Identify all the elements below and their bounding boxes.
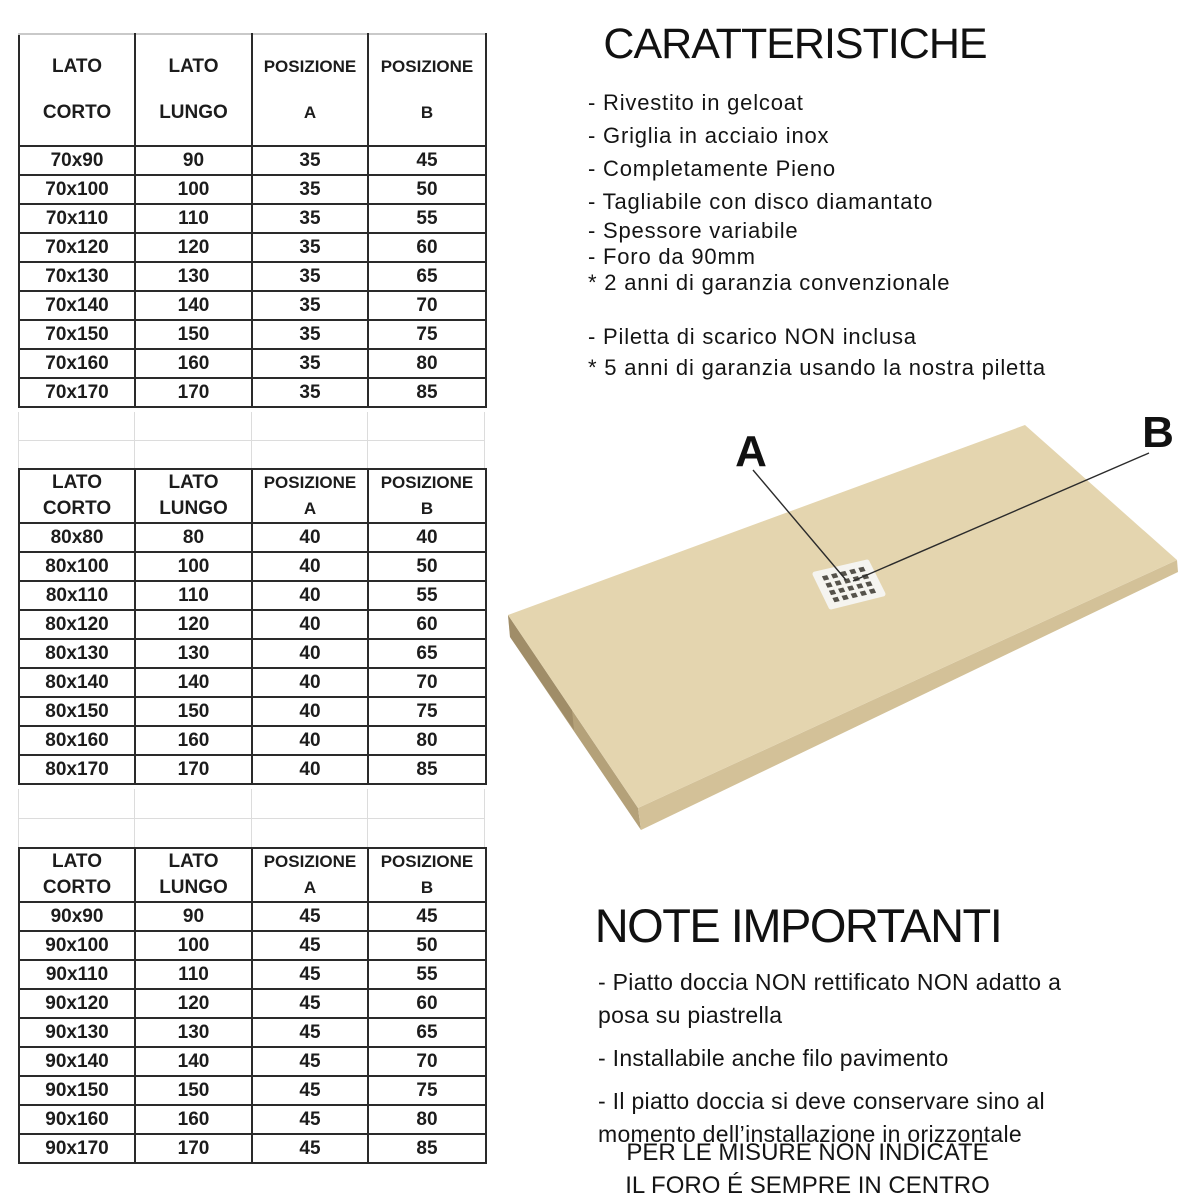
table-cell: 110 — [135, 204, 252, 233]
table-cell: 35 — [252, 204, 368, 233]
table-cell: 45 — [252, 1047, 368, 1076]
table-cell: 80 — [368, 1105, 486, 1134]
table-row — [19, 146, 486, 175]
table-row — [19, 697, 486, 726]
table-row — [19, 1047, 486, 1076]
column-header: POSIZIONE B — [368, 469, 486, 523]
table-cell: 80x170 — [19, 755, 135, 784]
table-cell: 130 — [135, 1018, 252, 1047]
table-cell: 75 — [368, 320, 486, 349]
table-cell: 70 — [368, 291, 486, 320]
faint-gridline — [18, 440, 485, 441]
table-cell: 70 — [368, 668, 486, 697]
table-cell: 80x80 — [19, 523, 135, 552]
table-row — [19, 960, 486, 989]
table-cell: 80x100 — [19, 552, 135, 581]
table-cell: 90x120 — [19, 989, 135, 1018]
column-header: POSIZIONE A — [252, 469, 368, 523]
size-table-90 — [18, 847, 487, 1164]
table-cell: 70x170 — [19, 378, 135, 407]
table-cell: 160 — [135, 1105, 252, 1134]
table-cell: 80x110 — [19, 581, 135, 610]
table-row — [19, 755, 486, 784]
table-row — [19, 610, 486, 639]
shower-tray-diagram — [480, 380, 1200, 860]
table-cell: 45 — [252, 1105, 368, 1134]
table-cell: 40 — [252, 552, 368, 581]
table-row — [19, 552, 486, 581]
table-cell: 90x130 — [19, 1018, 135, 1047]
table-row — [19, 581, 486, 610]
table-cell: 35 — [252, 175, 368, 204]
table-row — [19, 931, 486, 960]
table-cell: 140 — [135, 668, 252, 697]
column-header: POSIZIONE B — [368, 848, 486, 902]
table-cell: 45 — [252, 931, 368, 960]
table-cell: 90x100 — [19, 931, 135, 960]
table-cell: 80 — [368, 726, 486, 755]
table-cell: 90x170 — [19, 1134, 135, 1163]
table-cell: 35 — [252, 320, 368, 349]
table-cell: 35 — [252, 146, 368, 175]
table-cell: 170 — [135, 378, 252, 407]
table-cell: 55 — [368, 204, 486, 233]
table-cell: 50 — [368, 931, 486, 960]
table-row — [19, 726, 486, 755]
table-cell: 60 — [368, 233, 486, 262]
table-cell: 70x150 — [19, 320, 135, 349]
table-cell: 90 — [135, 902, 252, 931]
table-cell: 80x150 — [19, 697, 135, 726]
table-cell: 65 — [368, 639, 486, 668]
table-cell: 120 — [135, 989, 252, 1018]
table-cell: 160 — [135, 349, 252, 378]
table-cell: 170 — [135, 755, 252, 784]
table-row — [19, 1076, 486, 1105]
table-cell: 160 — [135, 726, 252, 755]
table-row — [19, 523, 486, 552]
table-cell: 120 — [135, 233, 252, 262]
table-row — [19, 989, 486, 1018]
table-cell: 45 — [252, 989, 368, 1018]
table-cell: 90 — [135, 146, 252, 175]
table-cell: 40 — [252, 726, 368, 755]
table-cell: 40 — [252, 523, 368, 552]
note-item: - Piatto doccia NON rettificato NON adatto a posa su piastrella — [598, 969, 1062, 1028]
table-cell: 45 — [368, 902, 486, 931]
table-cell: 90x90 — [19, 902, 135, 931]
caratteristiche-item: * 2 anni di garanzia convenzionale — [588, 270, 951, 295]
table-cell: 170 — [135, 1134, 252, 1163]
table-cell: 35 — [252, 233, 368, 262]
table-cell: 45 — [252, 1134, 368, 1163]
table-cell: 75 — [368, 1076, 486, 1105]
table-cell: 45 — [252, 1018, 368, 1047]
caratteristiche-item: - Completamente Pieno — [588, 156, 836, 181]
note-importanti-list — [598, 966, 1176, 1161]
table-cell: 130 — [135, 639, 252, 668]
table-cell: 55 — [368, 581, 486, 610]
table-header-row — [19, 34, 486, 146]
table-cell: 70x100 — [19, 175, 135, 204]
table-cell: 80 — [135, 523, 252, 552]
table-cell: 50 — [368, 552, 486, 581]
table-row — [19, 262, 486, 291]
caratteristiche-list — [588, 86, 1188, 383]
table-cell: 70x90 — [19, 146, 135, 175]
table-cell: 110 — [135, 960, 252, 989]
table-cell: 90x160 — [19, 1105, 135, 1134]
table-row — [19, 668, 486, 697]
table-cell: 70x140 — [19, 291, 135, 320]
table-cell: 45 — [252, 902, 368, 931]
table-cell: 35 — [252, 349, 368, 378]
table-cell: 75 — [368, 697, 486, 726]
caratteristiche-item: - Rivestito in gelcoat — [588, 90, 804, 115]
table-cell: 35 — [252, 291, 368, 320]
table-row — [19, 1134, 486, 1163]
table-cell: 140 — [135, 1047, 252, 1076]
table-row — [19, 639, 486, 668]
column-header: LATO LUNGO — [135, 469, 252, 523]
table-row — [19, 233, 486, 262]
table-row — [19, 204, 486, 233]
table-row — [19, 378, 486, 407]
table-cell: 150 — [135, 320, 252, 349]
table-cell: 40 — [252, 697, 368, 726]
table-row — [19, 320, 486, 349]
table-cell: 70x120 — [19, 233, 135, 262]
size-table-80 — [18, 468, 487, 785]
table-cell: 35 — [252, 378, 368, 407]
caratteristiche-item: - Tagliabile con disco diamantato — [588, 189, 934, 214]
table-cell: 40 — [252, 610, 368, 639]
size-table-70 — [18, 33, 487, 408]
table-cell: 100 — [135, 931, 252, 960]
faint-gridline — [18, 818, 485, 819]
table-cell: 80 — [368, 349, 486, 378]
table-cell: 45 — [252, 1076, 368, 1105]
label-b: B — [1142, 408, 1174, 457]
table-cell: 70x160 — [19, 349, 135, 378]
caratteristiche-item: - Foro da 90mm — [588, 244, 756, 269]
table-cell: 40 — [252, 755, 368, 784]
caratteristiche-item: * 5 anni di garanzia usando la nostra piletta — [588, 355, 1046, 380]
column-header: POSIZIONE B — [368, 34, 486, 146]
table-cell: 70x130 — [19, 262, 135, 291]
table-row — [19, 1105, 486, 1134]
table-cell: 130 — [135, 262, 252, 291]
table-cell: 100 — [135, 175, 252, 204]
table-cell: 85 — [368, 1134, 486, 1163]
table-cell: 90x140 — [19, 1047, 135, 1076]
column-header: LATO CORTO — [19, 848, 135, 902]
table-cell: 40 — [252, 639, 368, 668]
table-row — [19, 902, 486, 931]
column-header: LATO LUNGO — [135, 848, 252, 902]
table-cell: 70 — [368, 1047, 486, 1076]
table-cell: 70x110 — [19, 204, 135, 233]
table-cell: 140 — [135, 291, 252, 320]
column-header: POSIZIONE A — [252, 848, 368, 902]
table-cell: 65 — [368, 262, 486, 291]
table-row — [19, 349, 486, 378]
table-cell: 110 — [135, 581, 252, 610]
table-row — [19, 175, 486, 204]
table-cell: 90x150 — [19, 1076, 135, 1105]
table-cell: 40 — [252, 668, 368, 697]
table-cell: 85 — [368, 378, 486, 407]
column-header: POSIZIONE A — [252, 34, 368, 146]
table-cell: 90x110 — [19, 960, 135, 989]
table-cell: 60 — [368, 989, 486, 1018]
table-header-row — [19, 469, 486, 523]
table-cell: 120 — [135, 610, 252, 639]
table-cell: 35 — [252, 262, 368, 291]
table-row — [19, 291, 486, 320]
caratteristiche-item: - Spessore variabile — [588, 218, 799, 243]
table-cell: 65 — [368, 1018, 486, 1047]
table-cell: 60 — [368, 610, 486, 639]
table-cell: 40 — [252, 581, 368, 610]
table-cell: 80x120 — [19, 610, 135, 639]
table-cell: 55 — [368, 960, 486, 989]
table-cell: 150 — [135, 697, 252, 726]
table-cell: 80x130 — [19, 639, 135, 668]
note-importanti-title: NOTE IMPORTANTI — [594, 899, 1002, 952]
table-cell: 100 — [135, 552, 252, 581]
note-footer: PER LE MISURE NON INDICATE IL FORO É SEMPRE IN CENTRO — [625, 1139, 990, 1199]
table-header-row — [19, 848, 486, 902]
table-cell: 45 — [368, 146, 486, 175]
column-header: LATO LUNGO — [135, 34, 252, 146]
caratteristiche-item: - Piletta di scarico NON inclusa — [588, 324, 917, 349]
table-row — [19, 1018, 486, 1047]
note-item: - Installabile anche filo pavimento — [598, 1045, 949, 1071]
table-cell: 80x160 — [19, 726, 135, 755]
table-cell: 80x140 — [19, 668, 135, 697]
table-cell: 85 — [368, 755, 486, 784]
table-cell: 45 — [252, 960, 368, 989]
column-header: LATO CORTO — [19, 469, 135, 523]
table-cell: 150 — [135, 1076, 252, 1105]
note-item: - Il piatto doccia si deve conservare sino al momento dell’installazione in orizzontale — [598, 1088, 1045, 1147]
table-cell: 50 — [368, 175, 486, 204]
table-cell: 40 — [368, 523, 486, 552]
label-a: A — [735, 427, 767, 476]
caratteristiche-title: CARATTERISTICHE — [603, 20, 987, 68]
column-header: LATO CORTO — [19, 34, 135, 146]
caratteristiche-item: - Griglia in acciaio inox — [588, 123, 830, 148]
